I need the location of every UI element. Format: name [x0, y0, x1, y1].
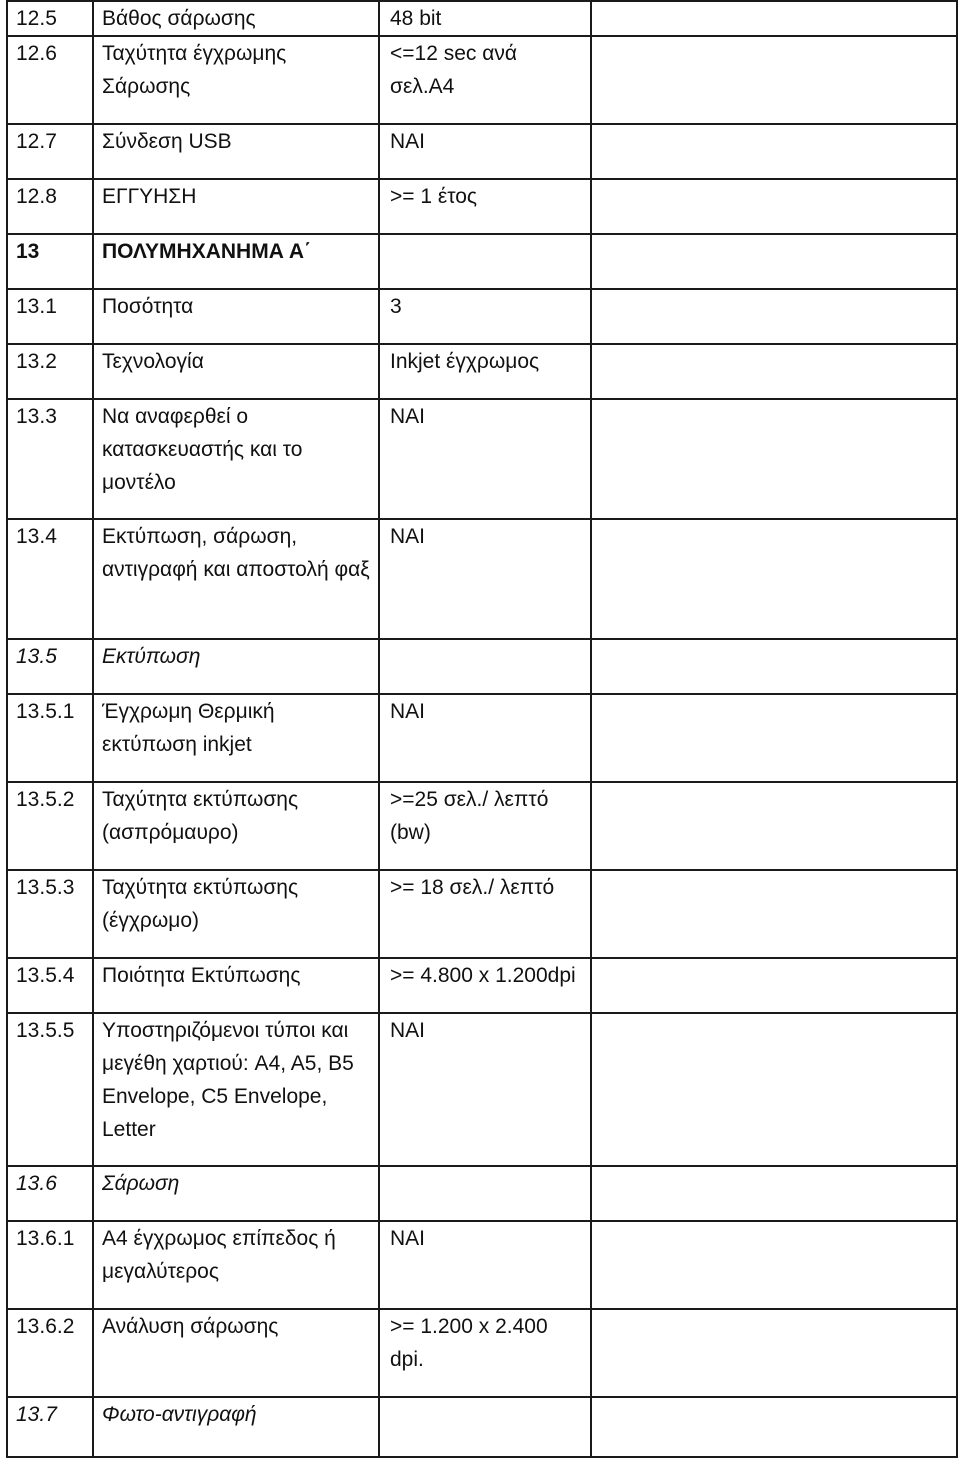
item-description-cell: ΠΟΛΥΜΗΧΑΝΗΜΑ Α΄	[93, 234, 379, 289]
item-description-cell: Τεχνολογία	[93, 344, 379, 399]
empty-response-cell	[591, 234, 957, 289]
requirement-value-cell: >= 1.200 x 2.400 dpi.	[379, 1309, 591, 1397]
table-row	[7, 234, 957, 289]
item-description-cell: Υποστηριζόμενοι τύποι και μεγέθη χαρτιού: A4, A5, B5 Envelope, C5 Envelope, Letter	[93, 1013, 379, 1166]
item-number-cell: 13.1	[7, 289, 93, 344]
item-description-cell: ΕΓΓΥΗΣΗ	[93, 179, 379, 234]
table-row	[7, 124, 957, 179]
empty-response-cell	[591, 1309, 957, 1397]
item-number-cell: 13.7	[7, 1397, 93, 1457]
table-row	[7, 639, 957, 694]
table-row	[7, 1221, 957, 1309]
empty-response-cell	[591, 1166, 957, 1221]
empty-response-cell	[591, 958, 957, 1013]
requirement-value-cell	[379, 1166, 591, 1221]
item-number-cell: 13.3	[7, 399, 93, 519]
empty-response-cell	[591, 289, 957, 344]
item-number-cell: 12.8	[7, 179, 93, 234]
table-row	[7, 36, 957, 124]
empty-response-cell	[591, 782, 957, 870]
item-description-cell: Ταχύτητα έγχρωμης Σάρωσης	[93, 36, 379, 124]
item-description-cell: Έγχρωμη Θερμική εκτύπωση inkjet	[93, 694, 379, 782]
requirement-value-cell: Inkjet έγχρωμος	[379, 344, 591, 399]
requirement-value-cell: ΝΑΙ	[379, 694, 591, 782]
item-number-cell: 13.6	[7, 1166, 93, 1221]
requirement-value-cell: ΝΑΙ	[379, 1013, 591, 1166]
requirement-value-cell	[379, 1397, 591, 1457]
item-description-cell: Ποσότητα	[93, 289, 379, 344]
empty-response-cell	[591, 1, 957, 36]
item-number-cell: 13.5	[7, 639, 93, 694]
table-row	[7, 289, 957, 344]
table-row	[7, 179, 957, 234]
item-number-cell: 12.5	[7, 1, 93, 36]
item-number-cell: 13.6.1	[7, 1221, 93, 1309]
specifications-table	[6, 0, 958, 1458]
requirement-value-cell: 48 bit	[379, 1, 591, 36]
empty-response-cell	[591, 1397, 957, 1457]
table-row	[7, 1397, 957, 1457]
requirement-value-cell: >= 1 έτος	[379, 179, 591, 234]
item-number-cell: 12.6	[7, 36, 93, 124]
item-description-cell: Ταχύτητα εκτύπωσης (ασπρόμαυρο)	[93, 782, 379, 870]
table-row	[7, 399, 957, 519]
table-row	[7, 782, 957, 870]
item-number-cell: 13.6.2	[7, 1309, 93, 1397]
empty-response-cell	[591, 519, 957, 639]
table-row	[7, 344, 957, 399]
table-row	[7, 519, 957, 639]
item-description-cell: Ταχύτητα εκτύπωσης (έγχρωμο)	[93, 870, 379, 958]
requirement-value-cell: >= 18 σελ./ λεπτό	[379, 870, 591, 958]
requirement-value-cell: ΝΑΙ	[379, 399, 591, 519]
item-description-cell: A4 έγχρωμος επίπεδος ή μεγαλύτερος	[93, 1221, 379, 1309]
item-description-cell: Βάθος σάρωσης	[93, 1, 379, 36]
specifications-table-body	[7, 1, 957, 1457]
table-row	[7, 1309, 957, 1397]
empty-response-cell	[591, 179, 957, 234]
table-row	[7, 694, 957, 782]
requirement-value-cell: ΝΑΙ	[379, 1221, 591, 1309]
requirement-value-cell: >= 4.800 x 1.200dpi	[379, 958, 591, 1013]
item-description-cell: Ανάλυση σάρωσης	[93, 1309, 379, 1397]
requirement-value-cell	[379, 234, 591, 289]
empty-response-cell	[591, 870, 957, 958]
item-description-cell: Ποιότητα Εκτύπωσης	[93, 958, 379, 1013]
requirement-value-cell: <=12 sec ανά σελ.Α4	[379, 36, 591, 124]
empty-response-cell	[591, 1221, 957, 1309]
empty-response-cell	[591, 36, 957, 124]
table-row	[7, 1, 957, 36]
table-row	[7, 1013, 957, 1166]
table-row	[7, 958, 957, 1013]
item-description-cell: Φωτο-αντιγραφή	[93, 1397, 379, 1457]
item-number-cell: 13.2	[7, 344, 93, 399]
item-description-cell: Σάρωση	[93, 1166, 379, 1221]
requirement-value-cell: ΝΑΙ	[379, 519, 591, 639]
empty-response-cell	[591, 399, 957, 519]
item-number-cell: 13.5.1	[7, 694, 93, 782]
item-description-cell: Εκτύπωση, σάρωση, αντιγραφή και αποστολή φαξ	[93, 519, 379, 639]
item-description-cell: Να αναφερθεί ο κατασκευαστής και το μοντέλο	[93, 399, 379, 519]
item-description-cell: Εκτύπωση	[93, 639, 379, 694]
item-number-cell: 12.7	[7, 124, 93, 179]
requirement-value-cell: 3	[379, 289, 591, 344]
item-number-cell: 13.4	[7, 519, 93, 639]
table-row	[7, 1166, 957, 1221]
requirement-value-cell: >=25 σελ./ λεπτό (bw)	[379, 782, 591, 870]
item-description-cell: Σύνδεση USB	[93, 124, 379, 179]
item-number-cell: 13.5.3	[7, 870, 93, 958]
table-row	[7, 870, 957, 958]
item-number-cell: 13.5.5	[7, 1013, 93, 1166]
empty-response-cell	[591, 124, 957, 179]
empty-response-cell	[591, 344, 957, 399]
requirement-value-cell	[379, 639, 591, 694]
item-number-cell: 13	[7, 234, 93, 289]
item-number-cell: 13.5.2	[7, 782, 93, 870]
requirement-value-cell: ΝΑΙ	[379, 124, 591, 179]
empty-response-cell	[591, 1013, 957, 1166]
empty-response-cell	[591, 639, 957, 694]
item-number-cell: 13.5.4	[7, 958, 93, 1013]
empty-response-cell	[591, 694, 957, 782]
